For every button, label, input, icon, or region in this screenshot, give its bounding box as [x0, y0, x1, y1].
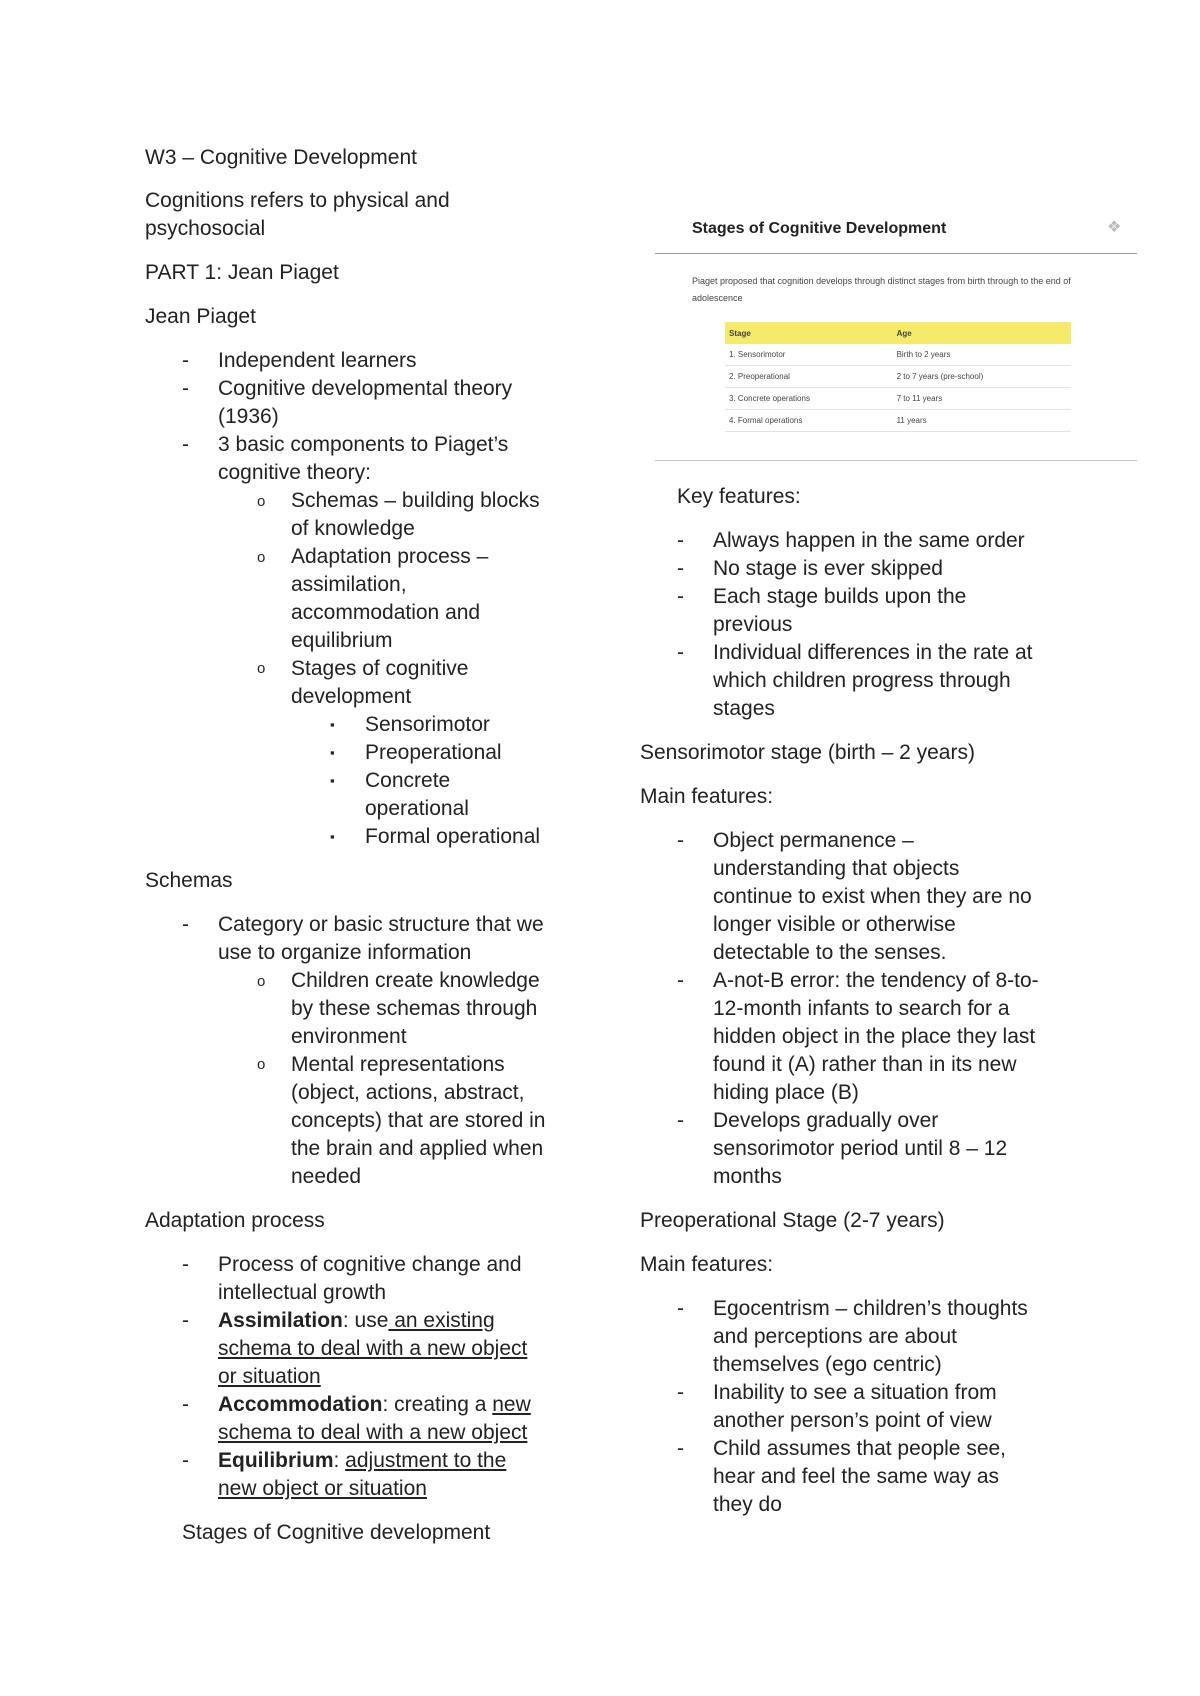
list-item: environment	[291, 1025, 407, 1048]
table-row	[725, 366, 1071, 388]
dash-bullet: -	[677, 969, 684, 992]
term-separator: : use	[342, 1309, 389, 1332]
list-item: No stage is ever skipped	[713, 557, 943, 580]
circle-bullet: o	[257, 660, 266, 677]
slide-intro: Piaget proposed that cognition develops through distinct stages from birth through to the end of adolescence	[692, 276, 1071, 303]
dash-bullet: -	[182, 1253, 189, 1276]
dash-bullet: -	[677, 829, 684, 852]
list-item: Individual differences in the rate at	[713, 641, 1033, 664]
list-item: (1936)	[218, 405, 279, 428]
stage-cell: 2. Preoperational	[725, 366, 893, 388]
list-item: Formal operational	[365, 825, 541, 848]
list-item: (object, actions, abstract,	[291, 1081, 525, 1104]
assimilation-item	[218, 1307, 495, 1335]
list-item: 12-month infants to search for a	[713, 997, 1010, 1020]
column-header: Age	[893, 322, 1071, 344]
table-row	[725, 410, 1071, 432]
list-item: Sensorimotor	[365, 713, 490, 736]
stage-cell: 3. Concrete operations	[725, 388, 893, 410]
definition: new object or situation	[218, 1477, 427, 1500]
definition: new	[492, 1393, 531, 1416]
dash-bullet: -	[182, 1393, 189, 1416]
square-bullet: ▪	[330, 717, 335, 732]
list-item: equilibrium	[291, 629, 393, 652]
list-item: Adaptation process –	[291, 545, 489, 568]
term-separator: :	[333, 1449, 346, 1472]
term: Equilibrium	[218, 1449, 334, 1472]
list-item: assimilation,	[291, 573, 407, 596]
square-bullet: ▪	[330, 829, 335, 844]
list-item: months	[713, 1165, 782, 1188]
stage-cell: 4. Formal operations	[725, 410, 893, 432]
dash-bullet: -	[677, 641, 684, 664]
list-item: Inability to see a situation from	[713, 1381, 997, 1404]
stages-slide-image	[655, 205, 1137, 461]
term: Assimilation	[218, 1309, 343, 1332]
dash-bullet: -	[677, 557, 684, 580]
list-item: found it (A) rather than in its new	[713, 1053, 1017, 1076]
section-heading: Jean Piaget	[145, 305, 256, 328]
list-item: Egocentrism – children’s thoughts	[713, 1297, 1028, 1320]
divider	[655, 253, 1137, 254]
list-item: detectable to the senses.	[713, 941, 947, 964]
age-cell: 7 to 11 years	[893, 388, 1071, 410]
list-item: needed	[291, 1165, 362, 1188]
list-item: 3 basic components to Piaget’s	[218, 433, 509, 456]
dash-bullet: -	[677, 585, 684, 608]
list-item: Mental representations	[291, 1053, 505, 1076]
accommodation-item	[218, 1391, 531, 1419]
definition: schema to deal with a new object	[218, 1337, 528, 1360]
definition: adjustment to the	[345, 1449, 507, 1472]
dash-bullet: -	[182, 1309, 189, 1332]
age-cell: 11 years	[893, 410, 1071, 432]
list-item: stages	[713, 697, 775, 720]
dash-bullet: -	[677, 1297, 684, 1320]
circle-bullet: o	[257, 1056, 266, 1073]
list-item: accommodation and	[291, 601, 481, 624]
divider	[655, 460, 1137, 461]
list-item: of knowledge	[291, 517, 415, 540]
list-item: Concrete	[365, 769, 451, 792]
list-item: which children progress through	[713, 669, 1011, 692]
list-item: cognitive theory:	[218, 461, 371, 484]
circle-bullet: o	[257, 549, 266, 566]
dash-bullet: -	[677, 1381, 684, 1404]
circle-bullet: o	[257, 973, 266, 990]
list-item: Preoperational	[365, 741, 502, 764]
age-cell: 2 to 7 years (pre-school)	[893, 366, 1071, 388]
list-item: Independent learners	[218, 349, 417, 372]
circle-bullet: o	[257, 493, 266, 510]
list-item: intellectual growth	[218, 1281, 387, 1304]
list-item: sensorimotor period until 8 – 12	[713, 1137, 1008, 1160]
stage-cell: 1. Sensorimotor	[725, 344, 893, 366]
crest-icon: ❖	[1107, 219, 1122, 236]
term: Accommodation	[218, 1393, 383, 1416]
list-item: use to organize information	[218, 941, 472, 964]
equilibrium-item	[218, 1447, 506, 1475]
list-item: concepts) that are stored in	[291, 1109, 546, 1132]
dash-bullet: -	[182, 433, 189, 456]
list-item: Object permanence –	[713, 829, 914, 852]
age-cell: Birth to 2 years	[893, 344, 1071, 366]
list-item: hidden object in the place they last	[713, 1025, 1036, 1048]
square-bullet: ▪	[330, 773, 335, 788]
list-item: hiding place (B)	[713, 1081, 859, 1104]
term-separator: : creating a	[382, 1393, 493, 1416]
dash-bullet: -	[677, 529, 684, 552]
section-heading: PART 1: Jean Piaget	[145, 261, 339, 284]
section-heading: Key features:	[677, 485, 801, 508]
dash-bullet: -	[182, 913, 189, 936]
table-header-row	[725, 322, 1071, 344]
square-bullet: ▪	[330, 745, 335, 760]
dash-bullet: -	[677, 1109, 684, 1132]
list-item: another person’s point of view	[713, 1409, 992, 1432]
section-heading: Preoperational Stage (2-7 years)	[640, 1209, 945, 1232]
list-item: previous	[713, 613, 793, 636]
definition: schema to deal with a new object	[218, 1421, 528, 1444]
note-line: psychosocial	[145, 217, 266, 240]
table-row	[725, 344, 1071, 366]
definition: or situation	[218, 1365, 321, 1388]
list-item: the brain and applied when	[291, 1137, 544, 1160]
list-item: they do	[713, 1493, 782, 1516]
stages-table	[725, 322, 1071, 432]
list-item: Category or basic structure that we	[218, 913, 544, 936]
table-row	[725, 388, 1071, 410]
slide-title: Stages of Cognitive Development	[692, 220, 947, 237]
list-item: operational	[365, 797, 469, 820]
section-heading: Adaptation process	[145, 1209, 325, 1232]
list-item: understanding that objects	[713, 857, 960, 880]
document-title: W3 – Cognitive Development	[145, 146, 417, 169]
list-item: longer visible or otherwise	[713, 913, 956, 936]
list-item: Each stage builds upon the	[713, 585, 967, 608]
list-item: Process of cognitive change and	[218, 1253, 522, 1276]
list-item: development	[291, 685, 412, 708]
dash-bullet: -	[182, 377, 189, 400]
list-item: A-not-B error: the tendency of 8-to-	[713, 969, 1039, 992]
list-item: continue to exist when they are no	[713, 885, 1032, 908]
list-item: Stages of cognitive	[291, 657, 469, 680]
list-item: and perceptions are about	[713, 1325, 958, 1348]
list-item: Develops gradually over	[713, 1109, 939, 1132]
section-heading: Stages of Cognitive development	[182, 1521, 491, 1544]
list-item: Cognitive developmental theory	[218, 377, 513, 400]
dash-bullet: -	[677, 1437, 684, 1460]
list-item: hear and feel the same way as	[713, 1465, 1000, 1488]
list-item: Children create knowledge	[291, 969, 540, 992]
subheading: Main features:	[640, 1253, 774, 1276]
section-heading: Schemas	[145, 869, 233, 892]
subheading: Main features:	[640, 785, 774, 808]
dash-bullet: -	[182, 1449, 189, 1472]
note-line: Cognitions refers to physical and	[145, 189, 450, 212]
list-item: by these schemas through	[291, 997, 538, 1020]
list-item: Child assumes that people see,	[713, 1437, 1007, 1460]
dash-bullet: -	[182, 349, 189, 372]
column-header: Stage	[725, 322, 893, 344]
definition: an existing	[388, 1309, 495, 1332]
section-heading: Sensorimotor stage (birth – 2 years)	[640, 741, 975, 764]
list-item: Always happen in the same order	[713, 529, 1025, 552]
list-item: themselves (ego centric)	[713, 1353, 942, 1376]
list-item: Schemas – building blocks	[291, 489, 540, 512]
